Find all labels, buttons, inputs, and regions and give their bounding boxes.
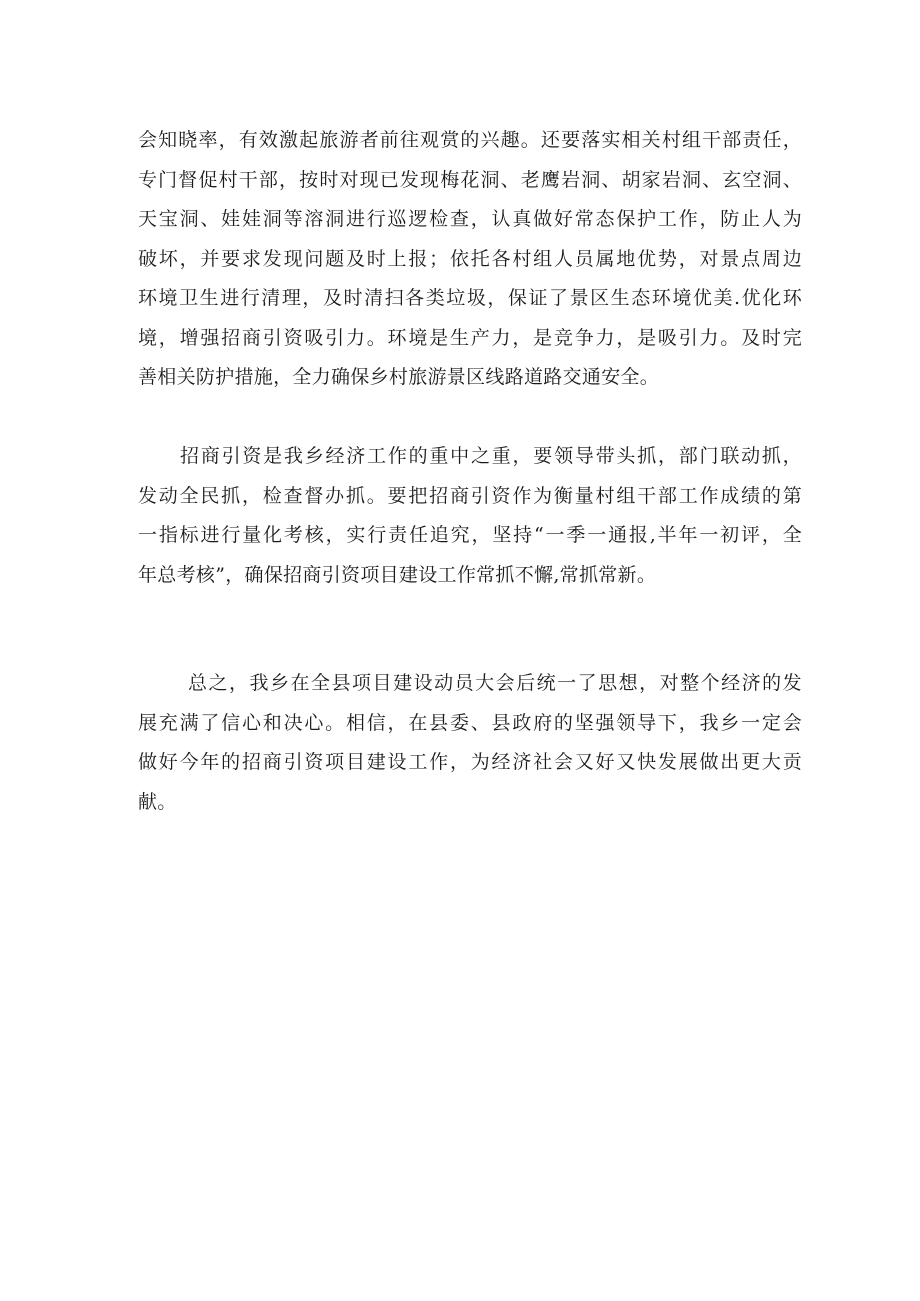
paragraph-line: 专门督促村干部，按时对现已发现梅花洞、老鹰岩洞、胡家岩洞、玄空洞、 bbox=[138, 168, 802, 191]
paragraph-line: 发动全民抓，检查督办抓。要把招商引资作为衡量村组干部工作成绩的第 bbox=[138, 484, 802, 507]
paragraph-line: 总之，我乡在全县项目建设动员大会后统一了思想，对整个经济的发 bbox=[188, 672, 802, 694]
paragraph-conclusion bbox=[138, 664, 802, 822]
paragraph-tourism-environment bbox=[138, 121, 802, 398]
paragraph-line: 一指标进行量化考核，实行责任追究，坚持“一季一通报,半年一初评，全 bbox=[138, 524, 802, 546]
paragraph-line: 招商引资是我乡经济工作的重中之重，要领导带头抓，部门联动抓， bbox=[180, 445, 802, 467]
paragraph-line: 破坏，并要求发现问题及时上报；依托各村组人员属地优势，对景点周边 bbox=[138, 247, 802, 270]
paragraph-line: 善相关防护措施，全力确保乡村旅游景区线路道路交通安全。 bbox=[138, 366, 660, 388]
paragraph-line: 年总考核”，确保招商引资项目建设工作常抓不懈,常抓常新。 bbox=[138, 563, 657, 586]
paragraph-line: 会知晓率，有效激起旅游者前往观赏的兴趣。还要落实相关村组干部责任， bbox=[138, 129, 802, 151]
paragraph-line: 境，增强招商引资吸引力。环境是生产力，是竞争力，是吸引力。及时完 bbox=[138, 326, 802, 349]
paragraph-line: 天宝洞、娃娃洞等溶洞进行巡逻检查，认真做好常态保护工作，防止人为 bbox=[138, 208, 802, 230]
paragraph-investment-promotion bbox=[138, 437, 802, 595]
paragraph-line: 献。 bbox=[138, 790, 177, 813]
paragraph-line: 做好今年的招商引资项目建设工作，为经济社会又好又快发展做出更大贡 bbox=[138, 751, 802, 773]
paragraph-line: 展充满了信心和决心。相信，在县委、县政府的坚强领导下，我乡一定会 bbox=[138, 711, 802, 734]
paragraph-line: 环境卫生进行清理，及时清扫各类垃圾，保证了景区生态环境优美.优化环 bbox=[138, 287, 802, 309]
